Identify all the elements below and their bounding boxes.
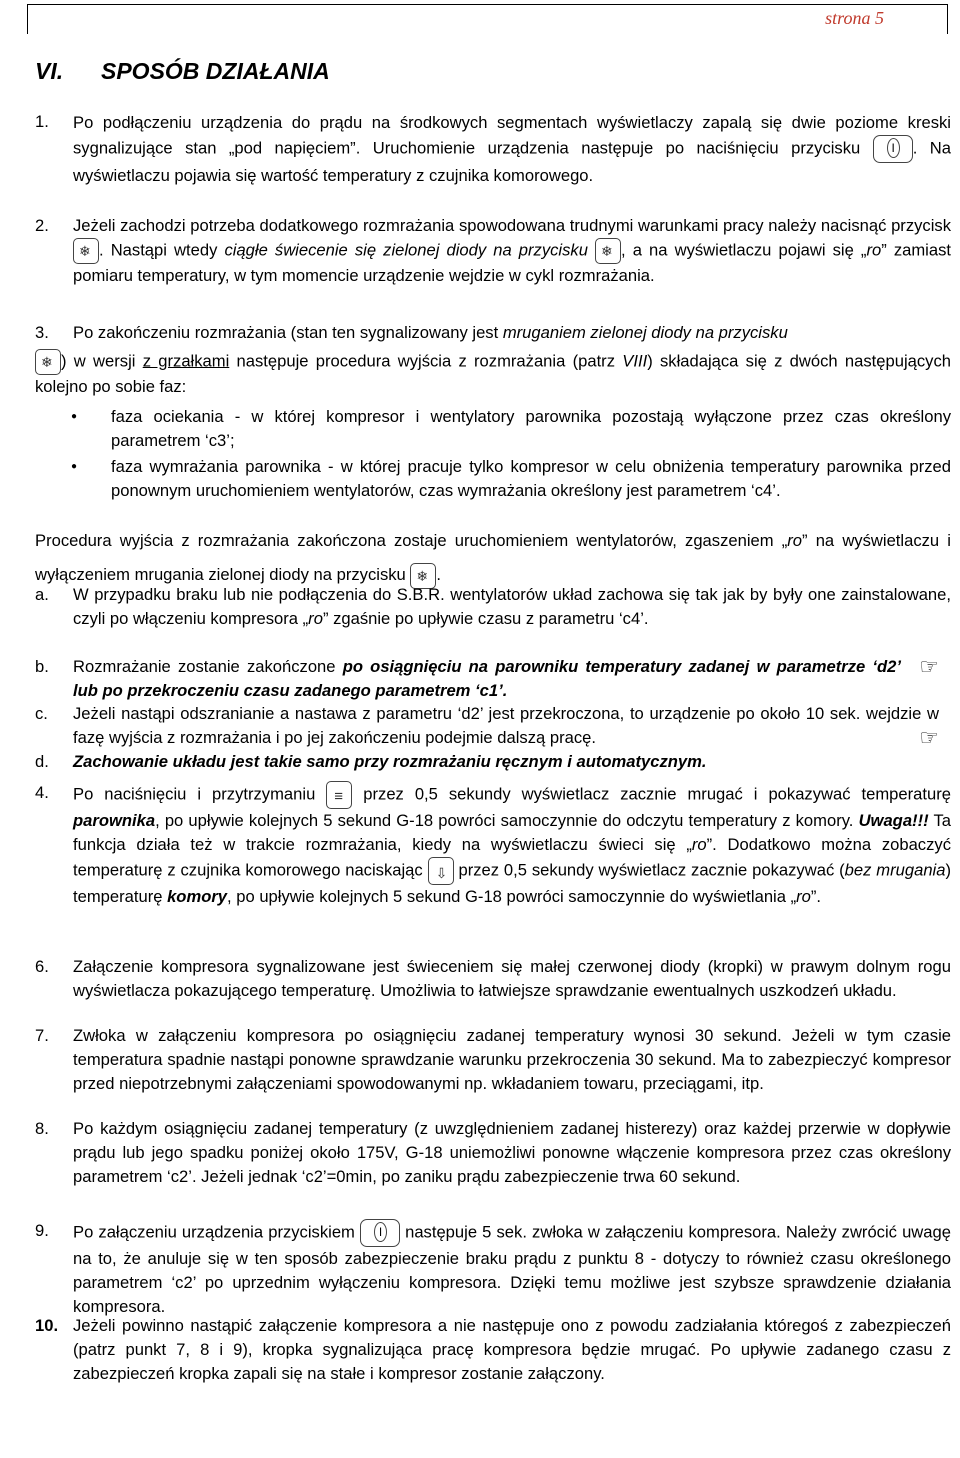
item-number: b.	[35, 657, 49, 676]
item-text: W przypadku braku lub nie podłączenia do S.B.R. wentylatorów układ zachowa się tak jak by były one zainstalowane, czyli po włączeniu kompresora „	[73, 585, 951, 628]
item-text: , a na wyświetlaczu pojawi się „	[621, 240, 867, 260]
item-1	[35, 110, 951, 188]
bullet-item: ● faza wymrażania parownika - w której pracuje tylko kompresor w celu obniżenia temperatury parownika przed ponownym uruchomieniem wentylatorów, czas wymrażania określony jest parametrem ‘c4’.	[111, 455, 951, 503]
item-text: . Nastąpi wtedy	[99, 240, 225, 260]
power-button-icon	[873, 135, 913, 163]
item-text: ) składająca się z dwóch następujących kolejno po sobie faz:	[35, 351, 951, 396]
page-header-frame	[27, 4, 948, 34]
item-text: Po zakończeniu rozmrażania (stan ten sygnalizowany jest	[73, 323, 503, 342]
item-text: ” na wyświetlaczu i wyłączeniem mrugania zielonej diody na przycisku	[35, 531, 951, 584]
item-8	[35, 1117, 951, 1189]
item-text: Po każdym osiągnięciu zadanej temperatury (z uwzględnieniem zadanej histerezy) oraz każdej przerwie w dopływie prądu lub jego spadku poniżej około 175V, G-18 uniemożliwi ponowne włączenie kompresora przez czas określony parametrem ‘c2’. Jeżeli jednak ‘c2’=0min, po zaniku prądu zabezpieczenie trwa 60 sekund.	[73, 1119, 951, 1186]
item-text: Po naciśnięciu i przytrzymaniu	[73, 784, 316, 804]
item-number: 2.	[35, 216, 49, 235]
item-text: Po podłączeniu urządzenia do prądu na środkowych segmentach wyświetlaczy zapalą się dwie poziome kreski sygnalizujące stan „pod napięciem”. Uruchomienie urządzenia następuje po naciśnięciu przycisku	[73, 113, 951, 158]
item-d	[35, 750, 951, 774]
item-text: ” zamiast pomiaru temperatury, w tym momencie urządzenie wejdzie w cykl rozmrażania.	[73, 240, 951, 285]
pointing-hand-icon: ☞	[919, 654, 939, 679]
item-text-italic: ro	[691, 835, 707, 855]
item-b	[35, 655, 951, 703]
item-text: Jeżeli powinno nastąpić załączenie kompresora a nie następuje ono z powodu zadziałania któregoś z zabezpieczeń (patrz punkt 7, 8 i 9), kropka sygnalizująca pracę kompresora będzie mrugać. Po upływie zadanego czasu z zabezpieczeń kropka zapali się na stałe i kompresor zostanie załączony.	[73, 1316, 951, 1383]
item-number: 4.	[35, 783, 49, 802]
item-text-italic: ciągłe świecenie się zielonej diody na przycisku	[224, 240, 588, 260]
item-text-italic: ro	[308, 609, 323, 628]
item-number: a.	[35, 585, 49, 604]
section-heading	[35, 58, 330, 85]
item-c	[35, 702, 951, 750]
item-text-italic: ro	[796, 887, 811, 907]
item-text: następuje procedura wyjścia z rozmrażania (patrz	[229, 351, 623, 371]
item-text-italic: mruganiem zielonej diody na przycisku	[502, 323, 788, 342]
section-title: SPOSÓB DZIAŁANIA	[101, 58, 330, 84]
item-6	[35, 955, 951, 1003]
item-text: , po upływie kolejnych 5 sekund G-18 powróci samoczynnie do odczytu temperatury z komory.	[155, 811, 859, 830]
item-7	[35, 1024, 951, 1096]
item-3	[35, 321, 951, 399]
item-text-bold-italic: po osiągnięciu na parowniku temperatury zadanej w parametrze ‘d2’ lub po przekroczeniu czasu zadanego parametrem ‘c1’.	[73, 657, 901, 700]
item-text-bold-italic: komory	[167, 887, 228, 907]
item-text: ” zgaśnie po upływie czasu z parametru ‘c4’.	[322, 609, 649, 628]
item-text-italic: VIII	[622, 351, 648, 371]
item-text-italic: ro	[787, 531, 803, 550]
bullet-item: ● faza ociekania - w której kompresor i wentylatory parownika pozostają wyłączone przez czas określony parametrem ‘c3’;	[111, 405, 951, 453]
item-number: 1.	[35, 112, 49, 131]
item-text: ”. Dodatkowo można zobaczyć temperaturę z czujnika komorowego naciskając	[73, 835, 951, 880]
procedure-paragraph	[35, 524, 951, 592]
item-text-bold-italic: Zachowanie układu jest takie samo przy rozmrażaniu ręcznym i automatycznym.	[73, 752, 707, 771]
item-text-underlined: z grzałkami	[142, 351, 230, 371]
item-text: Rozmrażanie zostanie zakończone	[73, 657, 343, 676]
item-text: Zwłoka w załączeniu kompresora po osiągnięciu zadanej temperatury wynosi 30 sekund. Jeżeli w tym czasie temperatura spadnie nastąpi ponowne sprawdzanie warunku przekroczenia 30 sekund. Ma to zabezpieczyć kompresor przed niepotrzebnymi załączeniami spowodowanymi np. wkładaniem towaru, przeciągami, itp.	[73, 1026, 951, 1093]
item-text: następuje 5 sek. zwłoka w załączeniu kompresora. Należy zwrócić uwagę na to, że anuluje się w ten sposób zabezpieczenie braku prądu z punktu 8 - dotyczy to również czasu określonego parametrem ‘c2’ po uprzednim wyłączeniu kompresora. Dzięki temu możliwe jest szybsze sprawdzenie działania kompresora.	[73, 1222, 951, 1316]
item-text-italic: ro	[866, 240, 882, 260]
defrost-button-icon	[595, 238, 621, 264]
item-number: 10.	[35, 1316, 59, 1335]
down-button-icon	[428, 857, 454, 885]
item-number: 9.	[35, 1221, 49, 1240]
item-text: Po załączeniu urządzenia przyciskiem	[73, 1222, 355, 1242]
defrost-button-icon	[73, 238, 99, 264]
pointing-hand-icon: ☞	[919, 725, 939, 750]
item-number: 6.	[35, 957, 49, 976]
item-text: Jeżeli zachodzi potrzeba dodatkowego rozmrażania spowodowana trudnymi warunkami pracy należy nacisnąć przycisk	[73, 216, 951, 235]
item-text: . Na wyświetlaczu pojawia się wartość temperatury z czujnika komorowego.	[73, 138, 951, 185]
item-number: c.	[35, 704, 48, 723]
item-4	[35, 781, 951, 910]
item-text: ) temperaturę	[73, 860, 951, 907]
item-a	[35, 583, 951, 631]
item-text: przez 0,5 sekundy wyświetlacz zacznie mrugać i pokazywać temperaturę	[352, 784, 951, 804]
item-text: , po upływie kolejnych 5 sekund G-18 powróci samoczynnie do wyświetlania „	[227, 887, 797, 907]
item-text-bold-italic: Uwaga!!!	[858, 811, 929, 830]
item-number: 7.	[35, 1026, 49, 1045]
item-number: 3.	[35, 323, 49, 342]
section-number: VI.	[35, 58, 64, 84]
item-text: Załączenie kompresora sygnalizowane jest świeceniem się małej czerwonej diody (kropki) w prawym dolnym rogu wyświetlacza pokazującego temperaturę. Umożliwia to łatwiejsze sprawdzanie ewentualnych uszkodzeń układu.	[73, 957, 951, 1000]
item-text-bold-italic: parownika	[73, 811, 156, 830]
item-text: .	[436, 565, 442, 584]
bullet-list	[35, 405, 951, 503]
item-10	[35, 1314, 951, 1386]
item-text: przez 0,5 sekundy wyświetlacz zacznie pokazywać (	[453, 860, 845, 880]
item-text: Procedura wyjścia z rozmrażania zakończona zostaje uruchomieniem wentylatorów, zgaszeniem „	[35, 531, 788, 550]
item-9	[35, 1219, 951, 1319]
item-number: d.	[35, 752, 49, 771]
item-text: Jeżeli nastąpi odszranianie a nastawa z parametru ‘d2’ jest przekroczona, to urządzenie po około 10 sek. wejdzie w fazę wyjścia z rozmrażania i po jej zakończeniu podejmie dalszą pracę.	[73, 704, 939, 747]
defrost-button-icon	[35, 349, 61, 375]
item-text-italic: bez mrugania	[844, 860, 946, 880]
item-text: ”.	[810, 887, 822, 907]
item-text: Ta funkcja działa też w trakcie rozmrażania, kiedy na wyświetlaczu świeci się „	[73, 811, 951, 855]
item-number: 8.	[35, 1119, 49, 1138]
page-number: strona 5	[825, 8, 884, 28]
item-text: ) w wersji	[61, 351, 143, 371]
item-2	[35, 214, 951, 288]
menu-button-icon	[326, 781, 352, 809]
power-button-icon	[360, 1219, 400, 1247]
